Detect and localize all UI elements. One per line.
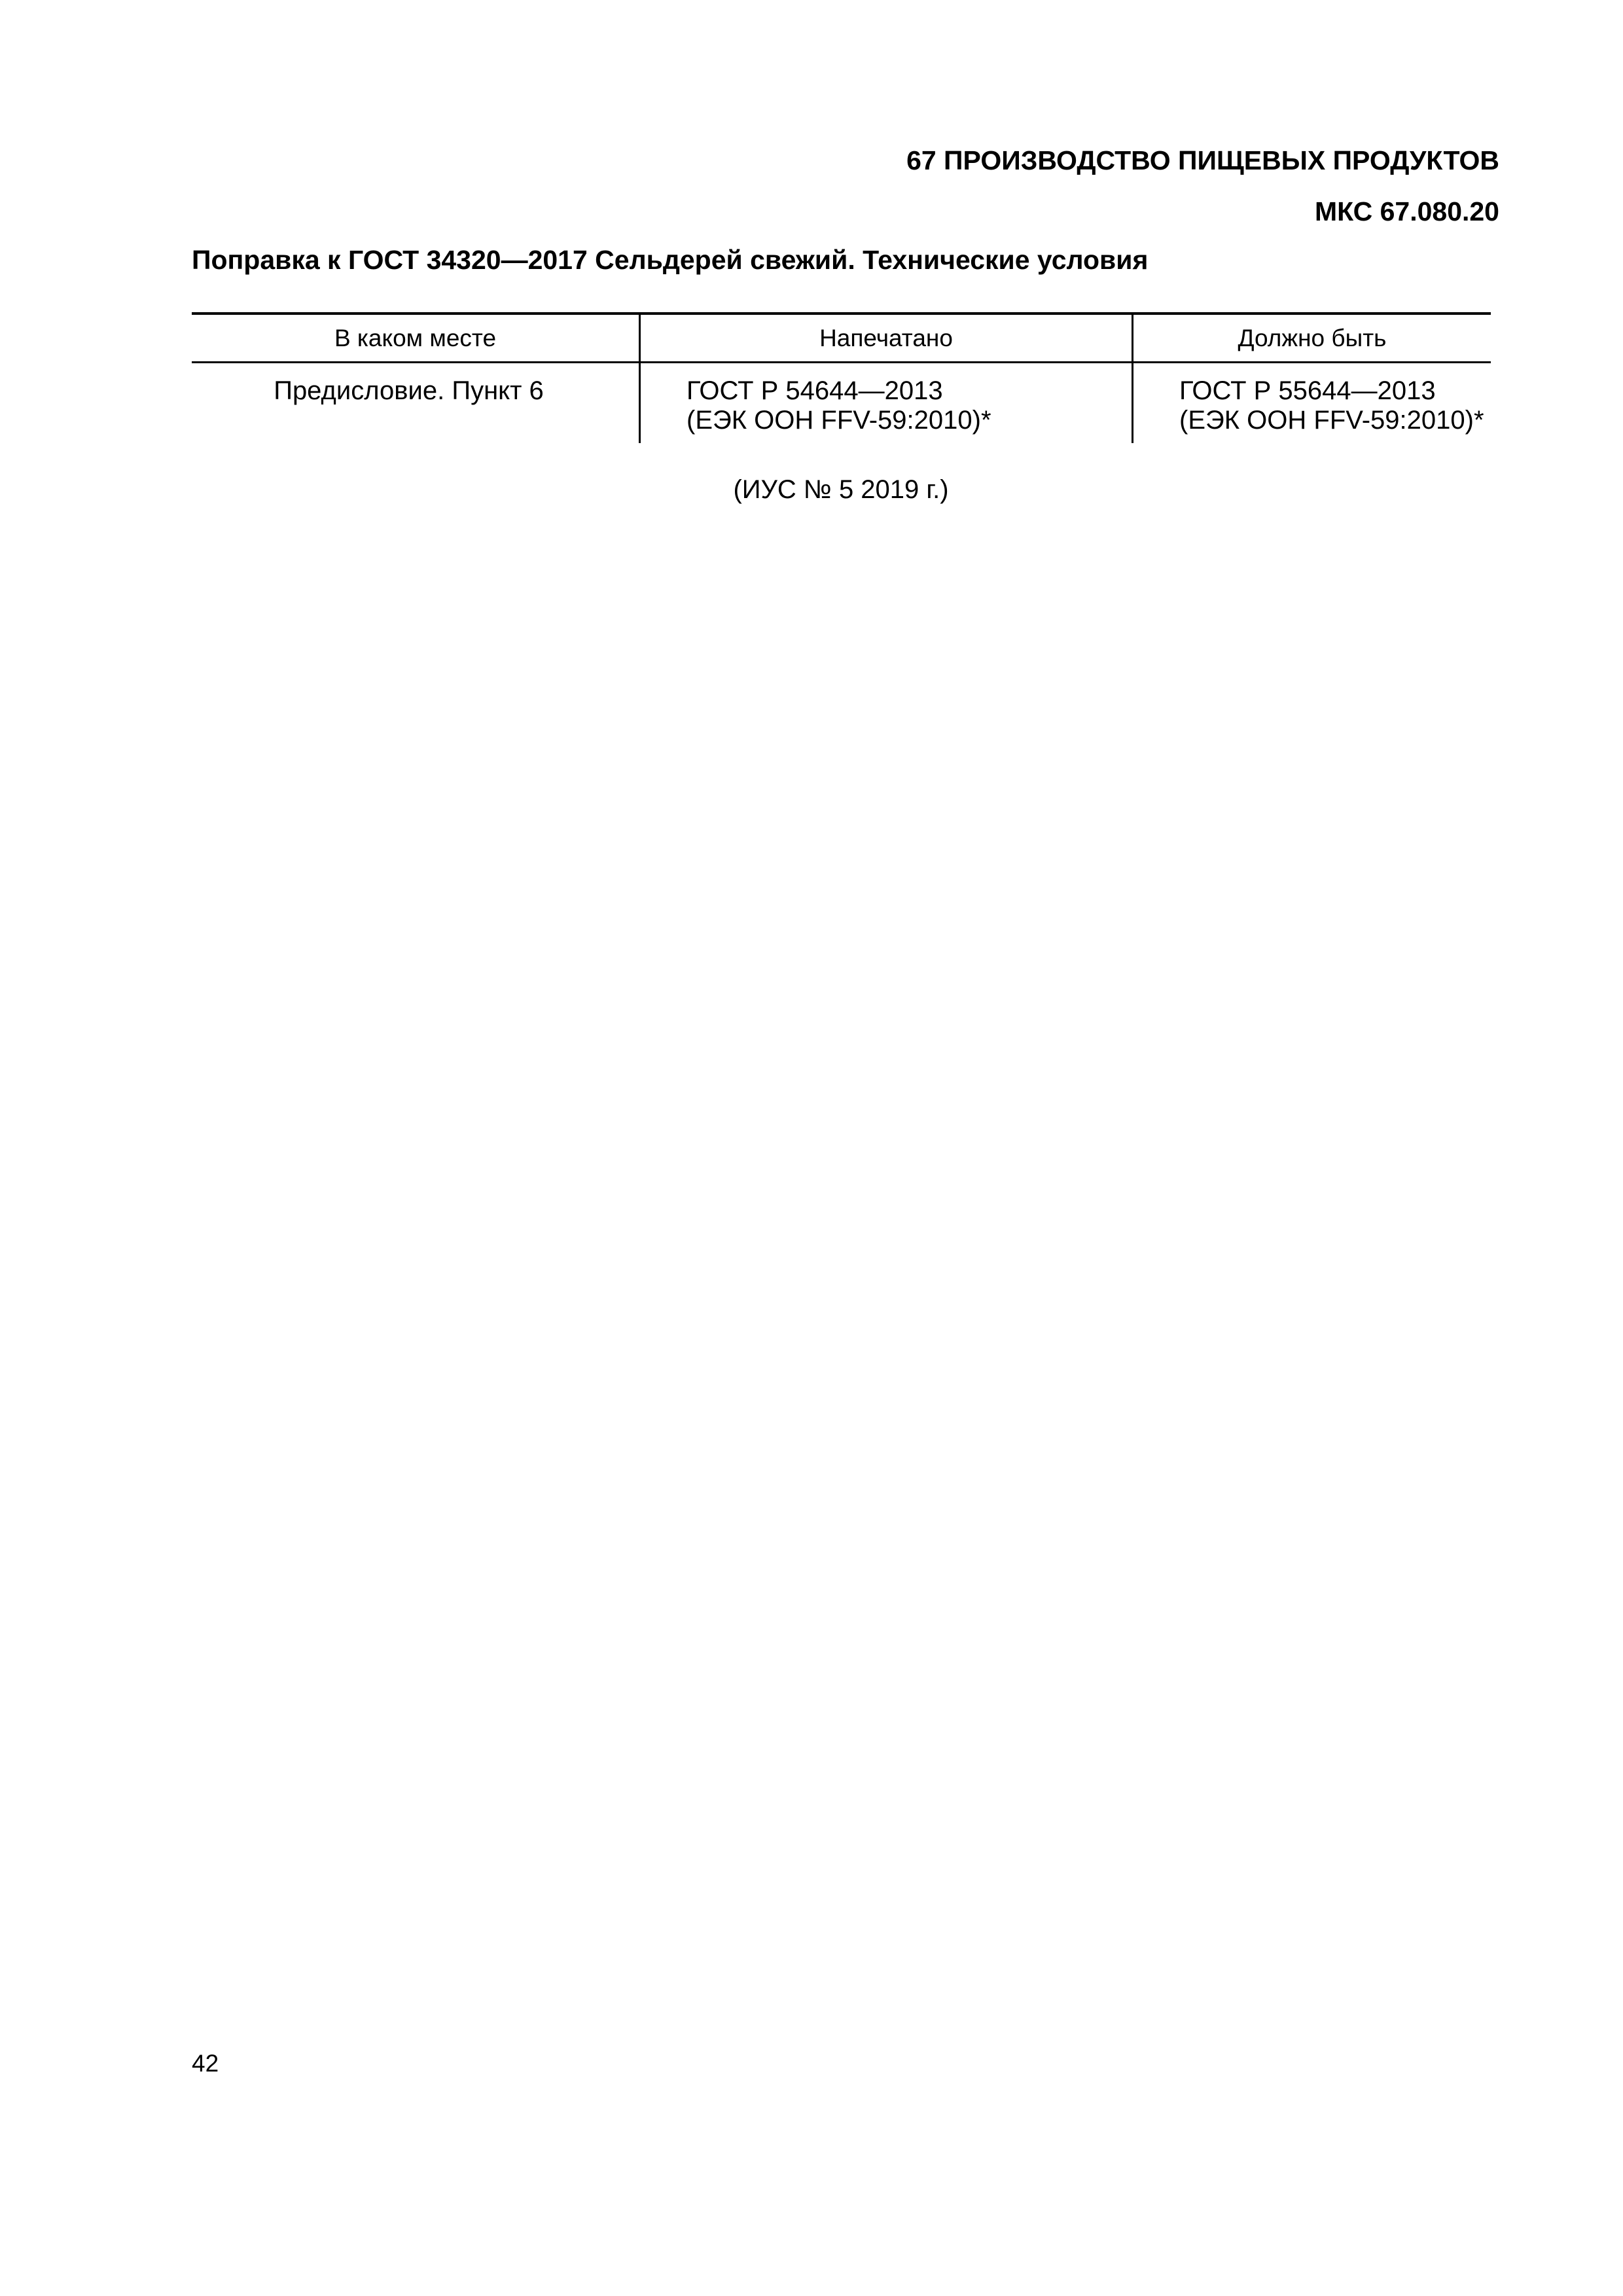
page-number: 42 bbox=[192, 2050, 219, 2077]
column-header-printed: Напечатано bbox=[640, 314, 1133, 363]
cell-should-be-line-1: ГОСТ Р 55644—2013 bbox=[1179, 376, 1436, 405]
cell-printed-line-1: ГОСТ Р 54644—2013 bbox=[687, 376, 943, 405]
classifier-code: МКС 67.080.20 bbox=[1314, 196, 1499, 226]
correction-table bbox=[192, 312, 1491, 443]
cell-printed-line-2: (ЕЭК ООН FFV-59:2010)* bbox=[687, 406, 991, 435]
section-header: 67 ПРОИЗВОДСТВО ПИЩЕВЫХ ПРОДУКТОВ bbox=[906, 145, 1499, 175]
cell-place bbox=[192, 363, 640, 444]
table-header-row bbox=[192, 314, 1491, 363]
source-note: (ИУС № 5 2019 г.) bbox=[733, 475, 949, 504]
cell-should-be-line-2: (ЕЭК ООН FFV-59:2010)* bbox=[1179, 406, 1484, 435]
amendment-title: Поправка к ГОСТ 34320—2017 Сельдерей свежий. Технические условия bbox=[192, 245, 1149, 275]
cell-printed bbox=[640, 363, 1133, 444]
column-header-should-be: Должно быть bbox=[1133, 314, 1491, 363]
table-row bbox=[192, 363, 1491, 444]
cell-place-text: Предисловие. Пункт 6 bbox=[274, 376, 544, 405]
column-header-place: В каком месте bbox=[192, 314, 640, 363]
cell-should-be bbox=[1133, 363, 1491, 444]
